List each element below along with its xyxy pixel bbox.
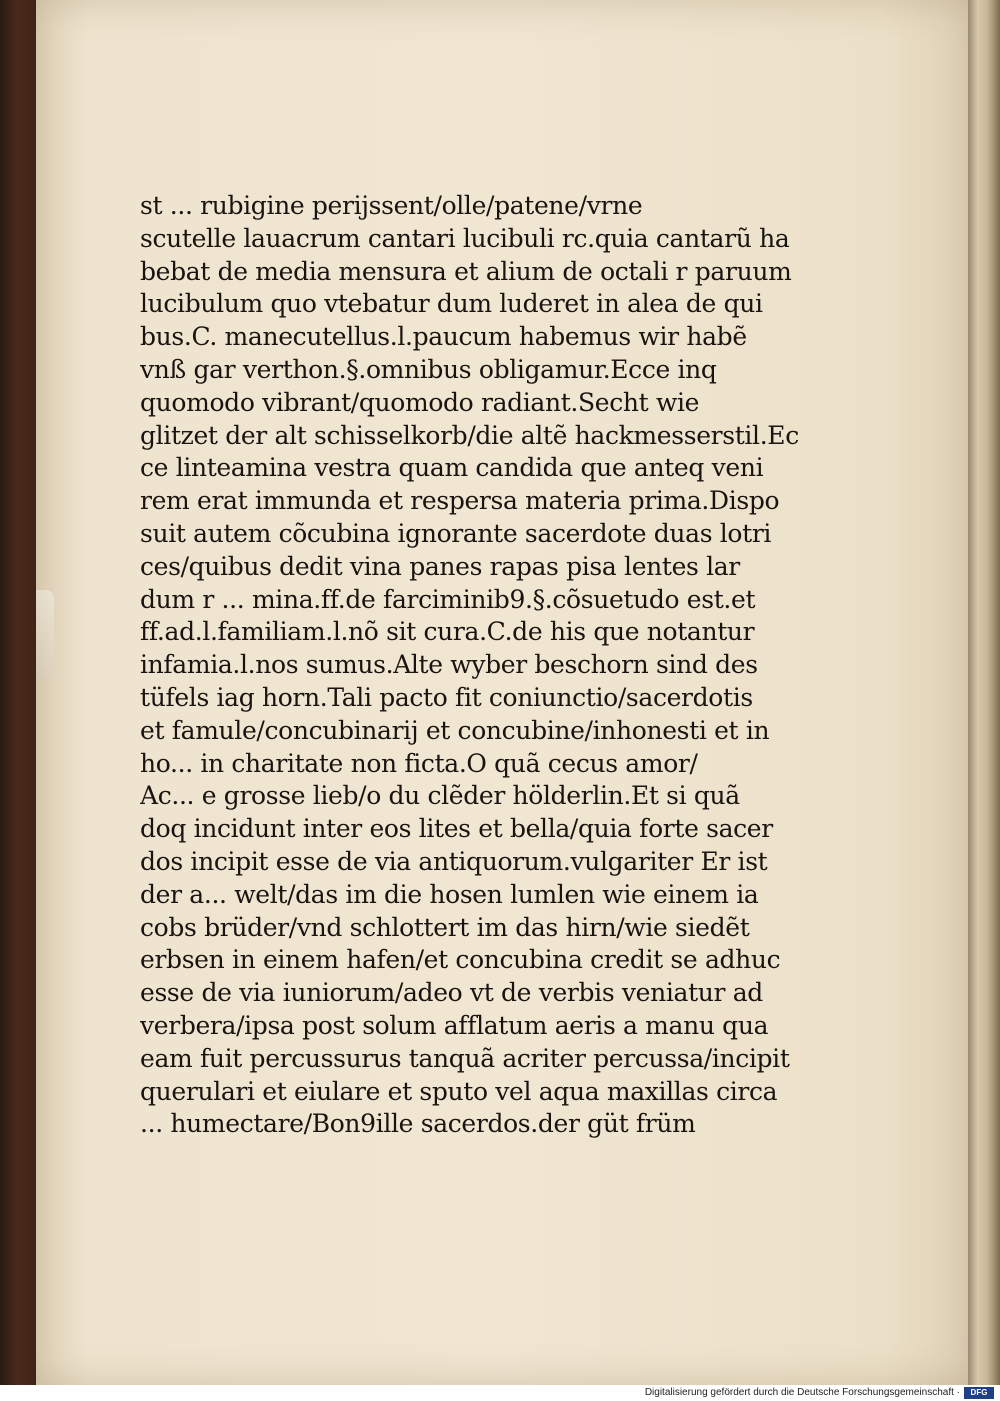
text-line: esse de via iuniorum/adeo vt de verbis veniatur ad	[140, 978, 763, 1008]
text-line: tüfels iag horn.Tali pacto fit coniunctio/sacerdotis	[140, 682, 753, 712]
text-line: quomodo vibrant/quomodo radiant.Secht wie	[140, 387, 700, 417]
text-line: lucibulum quo vtebatur dum luderet in alea de qui	[140, 289, 763, 319]
text-line: st ... rubigine perijssent/olle/patene/vrne	[140, 191, 643, 220]
text-line: suit autem cõcubina ignorante sacerdote duas lotri	[140, 518, 772, 548]
text-line: vnß gar verthon.§.omnibus obligamur.Ecce inq	[140, 354, 717, 384]
text-line: rem erat immunda et respersa materia prima.Dispo	[140, 486, 780, 516]
text-line: bebat de media mensura et alium de octali r paruum	[140, 256, 792, 286]
text-line: der a... welt/das im die hosen lumlen wie einem ia	[140, 879, 759, 909]
page-clip	[36, 590, 54, 680]
dfg-logo: DFG	[964, 1387, 994, 1399]
text-line: doq incidunt inter eos lites et bella/quia forte sacer	[140, 814, 773, 844]
text-line: glitzet der alt schisselkorb/die altẽ hackmesserstil.Ec	[140, 420, 799, 450]
text-line: erbsen in einem hafen/et concubina credit se adhuc	[140, 945, 781, 975]
text-line: Ac... e grosse lieb/o du clẽder hölderlin.Et si quã	[140, 781, 740, 811]
text-line: verbera/ipsa post solum afflatum aeris a manu qua	[140, 1010, 769, 1040]
text-line: dos incipit esse de via antiquorum.vulgariter Er ist	[140, 846, 768, 876]
text-line: eam fuit percussurus tanquã acriter percussa/incipit	[140, 1043, 790, 1073]
text-line: querulari et eiulare et sputo vel aqua maxillas circa	[140, 1076, 778, 1106]
text-line: cobs brüder/vnd schlottert im das hirn/wie siedẽt	[140, 912, 750, 942]
text-line: dum r ... mina.ff.de farciminib9.§.cõsuetudo est.et	[140, 584, 756, 614]
text-line: ce linteamina vestra quam candida que anteq veni	[140, 453, 764, 483]
text-line: ff.ad.l.familiam.l.nõ sit cura.C.de his que notantur	[140, 617, 755, 647]
text-line: scutelle lauacrum cantari lucibuli rc.quia cantarũ ha	[140, 223, 790, 253]
text-line: ho... in charitate non ficta.O quã cecus amor/	[140, 748, 698, 778]
text-block	[140, 190, 830, 1141]
text-line: ces/quibus dedit vina panes rapas pisa lentes lar	[140, 551, 740, 581]
text-line: ... humectare/Bon9ille sacerdos.der güt früm	[140, 1109, 696, 1139]
footer-credit: Digitalisierung gefördert durch die Deutsche Forschungsgemeinschaft ·	[644, 1387, 960, 1398]
text-line: infamia.l.nos sumus.Alte wyber beschorn sind des	[140, 650, 758, 680]
text-line: et famule/concubinarij et concubine/inhonesti et in	[140, 715, 770, 745]
text-line: bus.C. manecutellus.l.paucum habemus wir habẽ	[140, 322, 747, 352]
page-fore-edge	[968, 0, 1000, 1385]
